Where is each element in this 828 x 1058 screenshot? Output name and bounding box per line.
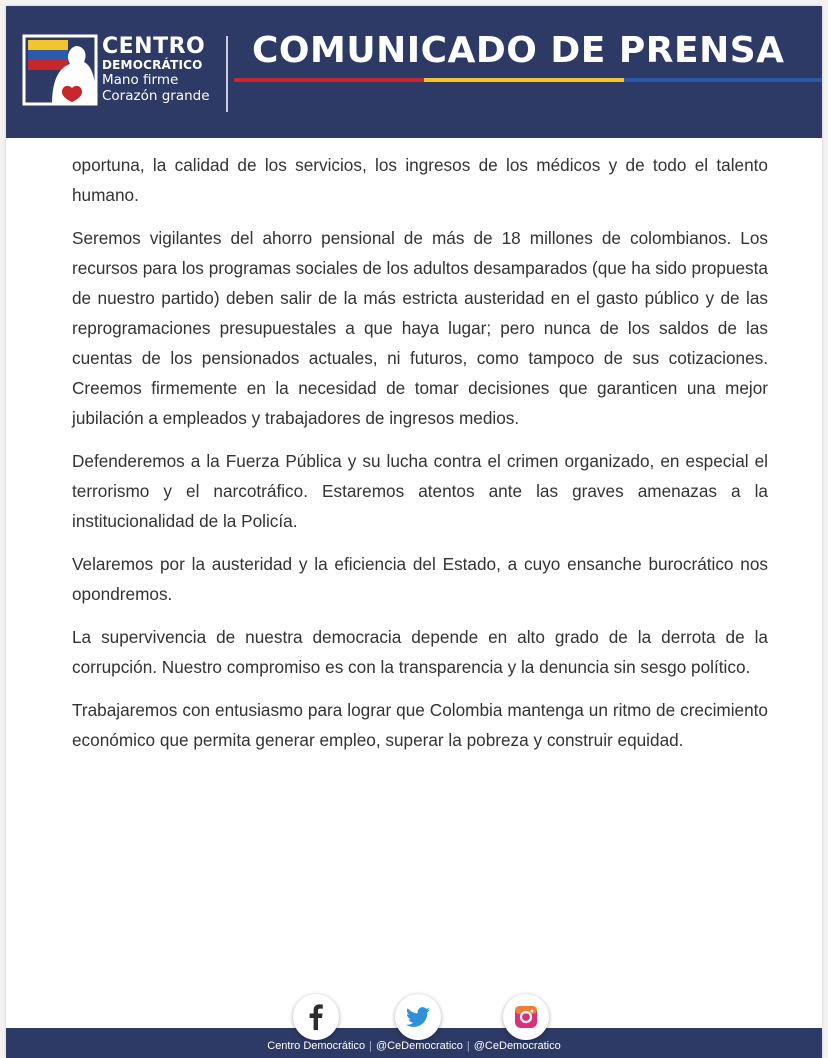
party-logo (22, 30, 212, 114)
footer-links (6, 1040, 822, 1052)
instagram-handle[interactable]: @CeDemocratico (473, 1040, 561, 1052)
party-emblem-icon (22, 34, 98, 106)
press-release-body (72, 150, 768, 768)
paragraph: Velaremos por la austeridad y la eficiencia del Estado, a cuyo ensanche burocrático nos opondremos. (72, 554, 768, 604)
paragraph: oportuna, la calidad de los servicios, los ingresos de los médicos y de todo el talento humano. (72, 155, 768, 205)
page-title: COMUNICADO DE PRENSA (252, 30, 785, 71)
press-release-header (6, 6, 822, 138)
facebook-handle[interactable]: Centro Democrático (267, 1040, 366, 1052)
logo-line-democratico: DEMOCRÁTICO (102, 58, 203, 72)
flag-stripe (234, 78, 822, 82)
footer-separator: | (466, 1040, 470, 1052)
facebook-icon[interactable] (293, 994, 339, 1040)
flag-stripe-yellow (424, 78, 624, 82)
facebook-glyph (301, 1002, 331, 1032)
logo-line-centro: CENTRO (102, 34, 206, 59)
paragraph: Trabajaremos con entusiasmo para lograr que Colombia mantenga un ritmo de crecimiento económico que permita generar empleo, superar la pobreza y construir equidad. (72, 700, 768, 750)
logo-slogan-line2: Corazón grande (102, 88, 210, 104)
flag-stripe-blue (624, 78, 822, 82)
instagram-glyph (513, 1004, 539, 1030)
twitter-handle[interactable]: @CeDemocratico (375, 1040, 463, 1052)
flag-stripe-red (234, 78, 424, 82)
paragraph: Defenderemos a la Fuerza Pública y su lucha contra el crimen organizado, en especial el terrorismo y el narcotráfico. Estaremos atentos ante las graves amenazas a la institucionalidad de la Policía. (72, 451, 768, 531)
logo-wordmark (102, 36, 210, 104)
twitter-icon[interactable] (395, 994, 441, 1040)
logo-slogan-line1: Mano firme (102, 72, 179, 88)
paragraph: Seremos vigilantes del ahorro pensional de más de 18 millones de colombianos. Los recursos para los programas sociales de los adultos desamparados (que ha sido propuesta de nuestro partido) deben salir de la más estricta austeridad en el gasto público y de las reprogramaciones presupuestales a que haya lugar; pero nunca de los saldos de las cuentas de los pensionados actuales, ni futuros, como tampoco de sus cotizaciones. Creemos firmemente en la necesidad de tomar decisiones que garanticen una mejor jubilación a empleados y trabajadores de ingresos medios. (72, 228, 768, 428)
footer-separator: | (369, 1040, 372, 1052)
paragraph: La supervivencia de nuestra democracia depende en alto grado de la derrota de la corrupción. Nuestro compromiso es con la transparencia y la denuncia sin sesgo político. (72, 627, 768, 677)
instagram-icon[interactable] (503, 994, 549, 1040)
header-divider (226, 36, 228, 112)
twitter-glyph (403, 1002, 433, 1032)
